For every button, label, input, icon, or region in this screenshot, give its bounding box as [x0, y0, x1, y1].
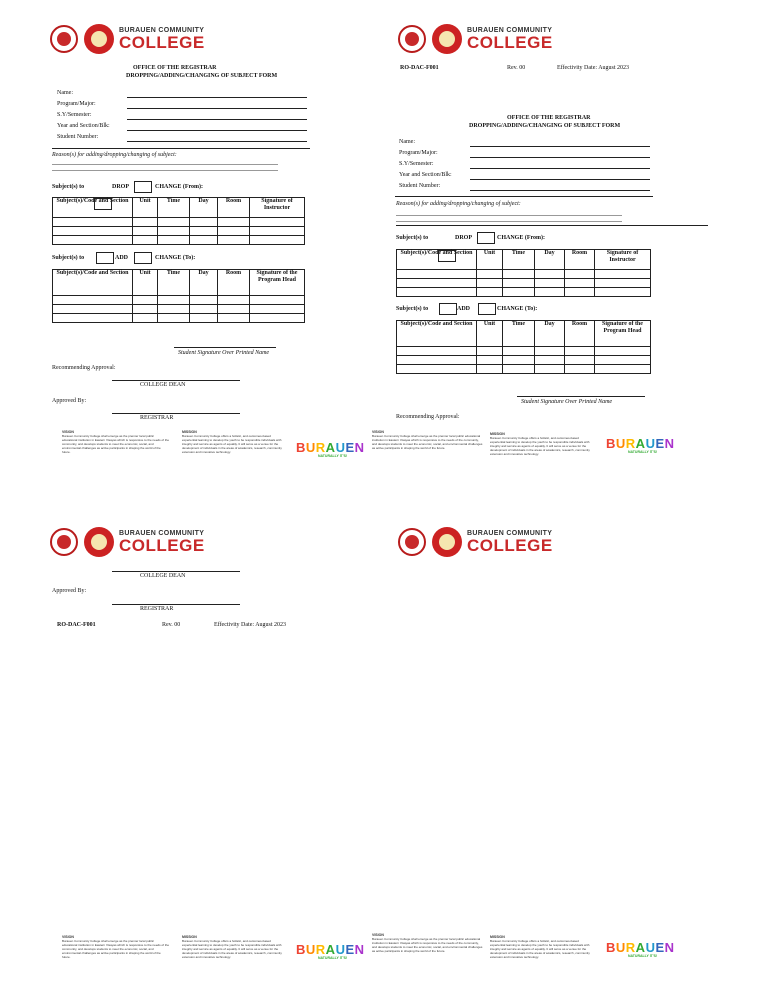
drop-table: [396, 249, 651, 297]
table-cell[interactable]: [595, 288, 651, 297]
mission-heading: MISSION: [490, 432, 505, 436]
mission-text: Burauen Community College offers a holistic, and outcomes-based experiential learning to develop the youth to be responsible individuals with integrity and service as agents of equality. It will serve as a venue for the development of individuals in the areas of academics, research, community extension and innovative technology.: [182, 434, 282, 454]
vision-heading: VISION: [62, 935, 74, 939]
subjects-to-label: Subject(s) to: [396, 235, 429, 241]
table-header: Subject(s)/Code and Section: [53, 198, 133, 218]
approved-label: Approved By:: [52, 398, 87, 404]
mission-heading: MISSION: [182, 430, 197, 434]
table-header: Subject(s)/Code and Section: [53, 270, 133, 296]
office-title: OFFICE OF THE REGISTRAR: [133, 65, 217, 71]
table-header: Time: [158, 270, 190, 296]
table-cell[interactable]: [250, 227, 305, 236]
vision-text: Burauen Community College shall emerge as the premier local public educational institution in Eastern Visayas which is responsive to the needs of the community, and develops students to meet the economic, social, and environmental challenges as active participants in shaping the world of the future.: [62, 434, 170, 454]
vision-heading: VISION: [372, 933, 384, 937]
table-header: Time: [158, 198, 190, 218]
table-header: Day: [190, 198, 218, 218]
tourism-tagline: NATURALLY IT'S!: [318, 956, 348, 960]
table-cell[interactable]: [477, 279, 503, 288]
vision-heading: VISION: [372, 430, 384, 434]
table-header: Day: [535, 250, 565, 270]
table-header: Room: [218, 198, 250, 218]
logo-big-text: COLLEGE: [119, 536, 205, 555]
logo-small-text: BURAUEN COMMUNITY: [467, 27, 553, 34]
logo-small-text: BURAUEN COMMUNITY: [119, 27, 205, 34]
table-cell[interactable]: [397, 356, 477, 365]
tourism-tagline: NATURALLY IT'S!: [628, 954, 658, 958]
mission-heading: MISSION: [182, 935, 197, 939]
vision-block: [372, 933, 484, 953]
table-cell[interactable]: [53, 218, 133, 227]
vision-block: [372, 430, 484, 450]
table-cell[interactable]: [190, 227, 218, 236]
dean-label: COLLEGE DEAN: [140, 573, 186, 579]
logo-big-text: COLLEGE: [467, 33, 553, 52]
mission-block: [182, 935, 282, 959]
field-name-input[interactable]: [470, 146, 650, 147]
tourism-tagline: NATURALLY IT'S!: [628, 450, 658, 454]
table-cell[interactable]: [133, 314, 158, 323]
table-header: Signature of Instructor: [250, 198, 305, 218]
table-cell[interactable]: [250, 236, 305, 245]
divider-line-2: [396, 225, 708, 226]
registrar-label: REGISTRAR: [140, 415, 174, 421]
table-cell[interactable]: [250, 305, 305, 314]
reason-input-line-1[interactable]: [396, 215, 622, 216]
table-cell[interactable]: [158, 296, 190, 305]
table-cell[interactable]: [218, 227, 250, 236]
add-label: ADD: [457, 306, 470, 312]
table-cell[interactable]: [477, 270, 503, 279]
mission-heading: MISSION: [490, 935, 505, 939]
table-cell[interactable]: [133, 218, 158, 227]
table-cell[interactable]: [158, 236, 190, 245]
effectivity-date: Effectivity Date: August 2023: [557, 65, 630, 71]
dean-label: COLLEGE DEAN: [140, 382, 186, 388]
table-cell[interactable]: [190, 314, 218, 323]
college-logo: [398, 24, 553, 54]
field-year-input[interactable]: [127, 130, 307, 131]
field-label-student-number: Student Number:: [57, 134, 99, 140]
overlay-checkbox: [94, 198, 112, 210]
table-cell[interactable]: [595, 279, 651, 288]
field-label-year: Year and Section/Blk:: [57, 123, 110, 129]
table-cell[interactable]: [595, 365, 651, 374]
field-sy-input[interactable]: [470, 168, 650, 169]
vision-block: [62, 935, 170, 959]
revision: Rev. 00: [162, 622, 181, 628]
mission-text: Burauen Community College offers a holistic, and outcomes-based experiential learning to develop the youth to be responsible individuals with integrity and service as agents of equality. It will serve as a venue for the development of individuals in the areas of academics, research, community extension and innovative technology.: [490, 436, 590, 456]
field-label-sy: S.Y/Semester:: [399, 161, 434, 167]
field-student-number-input[interactable]: [470, 190, 650, 191]
table-cell[interactable]: [53, 296, 133, 305]
add-checkbox-b[interactable]: [478, 303, 496, 315]
table-cell[interactable]: [535, 356, 565, 365]
registrar-label: REGISTRAR: [140, 606, 174, 612]
recommending-label: Recommending Approval:: [396, 414, 460, 420]
table-cell[interactable]: [397, 347, 477, 356]
mission-block: [182, 430, 282, 454]
reason-input-line-2[interactable]: [52, 170, 278, 171]
college-seal-icon: [398, 25, 426, 53]
table-header: Subject(s)/Code and Section: [397, 321, 477, 347]
mission-text: Burauen Community College offers a holistic, and outcomes-based experiential learning to develop the youth to be responsible individuals with integrity and service as agents of equality. It will serve as a venue for the development of individuals in the areas of academics, research, community extension and innovative technology.: [182, 939, 282, 959]
college-seal-icon: [50, 25, 78, 53]
drop-label: DROP: [112, 184, 129, 190]
table-header: Room: [218, 270, 250, 296]
dean-signature-line[interactable]: [112, 380, 240, 381]
table-cell[interactable]: [503, 270, 535, 279]
table-header: Room: [565, 321, 595, 347]
field-label-student-number: Student Number:: [399, 183, 441, 189]
logo-big-text: COLLEGE: [467, 536, 553, 555]
recommending-label: Recommending Approval:: [52, 365, 116, 371]
burauen-tourism-logo: BURAUEN NATURALLY IT'S!: [296, 440, 365, 458]
table-cell[interactable]: [535, 365, 565, 374]
divider-line: [395, 196, 653, 197]
college-seal-icon: [398, 528, 426, 556]
table-cell[interactable]: [158, 305, 190, 314]
table-cell[interactable]: [53, 314, 133, 323]
field-year-input[interactable]: [470, 179, 650, 180]
table-header: Signature of the Program Head: [595, 321, 651, 347]
table-cell[interactable]: [535, 347, 565, 356]
tourism-tagline: NATURALLY IT'S!: [318, 454, 348, 458]
table-cell[interactable]: [158, 218, 190, 227]
table-cell[interactable]: [535, 270, 565, 279]
effectivity-date: Effectivity Date: August 2023: [214, 622, 287, 628]
logo-small-text: BURAUEN COMMUNITY: [467, 530, 553, 537]
reason-label: Reason(s) for adding/dropping/changing of subject:: [52, 152, 177, 158]
mission-block: [490, 935, 594, 959]
table-cell[interactable]: [477, 347, 503, 356]
logo-big-text: COLLEGE: [119, 33, 205, 52]
table-cell[interactable]: [397, 288, 477, 297]
lgu-seal-icon: [432, 24, 462, 54]
student-signature-line[interactable]: [174, 347, 276, 348]
table-cell[interactable]: [503, 288, 535, 297]
reason-input-line-1[interactable]: [52, 164, 278, 165]
field-label-program: Program/Major:: [57, 101, 96, 107]
table-cell[interactable]: [503, 347, 535, 356]
add-checkbox-a[interactable]: [439, 303, 457, 315]
table-header: Time: [503, 321, 535, 347]
table-cell[interactable]: [565, 288, 595, 297]
registrar-signature-line[interactable]: [112, 413, 240, 414]
add-label: ADD: [115, 255, 128, 261]
college-logo: [50, 527, 205, 557]
table-header: Unit: [133, 198, 158, 218]
table-header: Day: [535, 321, 565, 347]
table-cell[interactable]: [535, 288, 565, 297]
table-cell[interactable]: [503, 365, 535, 374]
table-cell[interactable]: [565, 356, 595, 365]
burauen-tourism-logo: BURAUEN NATURALLY IT'S!: [606, 436, 675, 454]
table-cell[interactable]: [565, 279, 595, 288]
field-label-sy: S.Y/Semester:: [57, 112, 92, 118]
table-cell[interactable]: [595, 356, 651, 365]
field-sy-input[interactable]: [127, 119, 307, 120]
table-cell[interactable]: [158, 227, 190, 236]
table-header: Unit: [477, 321, 503, 347]
vision-heading: VISION: [62, 430, 74, 434]
college-logo: [398, 527, 553, 557]
table-cell[interactable]: [53, 227, 133, 236]
table-header: Unit: [477, 250, 503, 270]
change-from-label: CHANGE (From):: [497, 235, 546, 241]
change-to-label: CHANGE (To):: [155, 255, 196, 261]
form-title: DROPPING/ADDING/CHANGING OF SUBJECT FORM: [469, 123, 621, 129]
form-code: RO-DAC-F001: [57, 622, 96, 628]
table-cell[interactable]: [133, 305, 158, 314]
student-signature-line[interactable]: [517, 396, 645, 397]
lgu-seal-icon: [84, 527, 114, 557]
table-cell[interactable]: [218, 305, 250, 314]
vision-text: Burauen Community College shall emerge as the premier local public educational institution in Eastern Visayas which is responsive to the needs of the community, and develops students to meet the economic, social, and environmental challenges as active participants in shaping the world of the future.: [62, 939, 170, 959]
table-header: Subject(s)/Code and Section: [397, 250, 477, 270]
table-cell[interactable]: [397, 279, 477, 288]
table-cell[interactable]: [250, 314, 305, 323]
table-header: Room: [565, 250, 595, 270]
field-label-name: Name:: [57, 90, 73, 96]
student-signature-label: Student Signature Over Printed Name: [521, 399, 613, 405]
form-code: RO-DAC-F001: [400, 65, 439, 71]
revision: Rev. 00: [507, 65, 526, 71]
table-header: Time: [503, 250, 535, 270]
drop-table: [52, 197, 305, 245]
registrar-signature-line[interactable]: [112, 604, 240, 605]
table-header: Day: [190, 270, 218, 296]
add-checkbox-b[interactable]: [134, 252, 152, 264]
lgu-seal-icon: [84, 24, 114, 54]
table-cell[interactable]: [477, 365, 503, 374]
approved-label: Approved By:: [52, 588, 87, 594]
drop-checkbox[interactable]: [134, 181, 152, 193]
drop-label: DROP: [455, 235, 472, 241]
table-cell[interactable]: [397, 365, 477, 374]
change-to-label: CHANGE (To):: [497, 306, 538, 312]
table-cell[interactable]: [565, 365, 595, 374]
table-cell[interactable]: [477, 356, 503, 365]
mission-text: Burauen Community College offers a holistic, and outcomes-based experiential learning to develop the youth to be responsible individuals with integrity and service as agents of equality. It will serve as a venue for the development of individuals in the areas of academics, research, community extension and innovative technology.: [490, 939, 590, 959]
burauen-tourism-logo: BURAUEN NATURALLY IT'S!: [606, 940, 675, 958]
reason-input-line-2[interactable]: [396, 221, 622, 222]
table-cell[interactable]: [133, 296, 158, 305]
add-table: [396, 320, 651, 374]
table-cell[interactable]: [218, 314, 250, 323]
table-cell[interactable]: [190, 236, 218, 245]
table-cell[interactable]: [535, 279, 565, 288]
table-cell[interactable]: [218, 218, 250, 227]
table-cell[interactable]: [218, 296, 250, 305]
table-cell[interactable]: [158, 314, 190, 323]
table-header: Signature of the Program Head: [250, 270, 305, 296]
field-label-name: Name:: [399, 139, 415, 145]
table-cell[interactable]: [190, 296, 218, 305]
field-student-number-input[interactable]: [127, 141, 307, 142]
table-cell[interactable]: [503, 279, 535, 288]
reason-label: Reason(s) for adding/dropping/changing of subject:: [396, 201, 521, 207]
divider-line: [52, 148, 310, 149]
table-cell[interactable]: [250, 218, 305, 227]
table-header: Unit: [133, 270, 158, 296]
table-cell[interactable]: [190, 218, 218, 227]
table-cell[interactable]: [133, 236, 158, 245]
college-logo: [50, 24, 205, 54]
table-cell[interactable]: [397, 270, 477, 279]
field-program-input[interactable]: [470, 157, 650, 158]
dean-signature-line[interactable]: [112, 571, 240, 572]
table-cell[interactable]: [595, 270, 651, 279]
change-from-label: CHANGE (From):: [155, 184, 204, 190]
field-label-program: Program/Major:: [399, 150, 438, 156]
field-program-input[interactable]: [127, 108, 307, 109]
table-cell[interactable]: [53, 236, 133, 245]
overlay-checkbox: [438, 250, 456, 262]
drop-checkbox[interactable]: [477, 232, 495, 244]
vision-text: Burauen Community College shall emerge as the premier local public educational institution in Eastern Visayas which is responsive to the needs of the community, and develops students to meet the economic, social, and environmental challenges as active participants in shaping the world of the future.: [372, 937, 483, 953]
table-cell[interactable]: [133, 227, 158, 236]
logo-small-text: BURAUEN COMMUNITY: [119, 530, 205, 537]
mission-block: [490, 432, 594, 456]
table-cell[interactable]: [53, 305, 133, 314]
vision-text: Burauen Community College shall emerge as the premier local public educational institution in Eastern Visayas which is responsive to the needs of the community, and develops students to meet the economic, social, and environmental challenges as active participants in shaping the world of the future.: [372, 434, 483, 450]
lgu-seal-icon: [432, 527, 462, 557]
table-cell[interactable]: [595, 347, 651, 356]
table-cell[interactable]: [503, 356, 535, 365]
subjects-to-label-2: Subject(s) to: [396, 306, 429, 312]
vision-block: [62, 430, 170, 454]
office-title: OFFICE OF THE REGISTRAR: [507, 115, 591, 121]
college-seal-icon: [50, 528, 78, 556]
add-table: [52, 269, 305, 323]
table-cell[interactable]: [190, 305, 218, 314]
subjects-to-label: Subject(s) to: [52, 184, 85, 190]
table-cell[interactable]: [565, 270, 595, 279]
field-label-year: Year and Section/Blk:: [399, 172, 452, 178]
field-name-input[interactable]: [127, 97, 307, 98]
table-cell[interactable]: [565, 347, 595, 356]
table-cell[interactable]: [477, 288, 503, 297]
student-signature-label: Student Signature Over Printed Name: [178, 350, 270, 356]
table-cell[interactable]: [218, 236, 250, 245]
form-title: DROPPING/ADDING/CHANGING OF SUBJECT FORM: [126, 73, 278, 79]
subjects-to-label-2: Subject(s) to: [52, 255, 85, 261]
burauen-tourism-logo: BURAUEN NATURALLY IT'S!: [296, 942, 365, 960]
add-checkbox-a[interactable]: [96, 252, 114, 264]
table-cell[interactable]: [250, 296, 305, 305]
table-header: Signature of Instructor: [595, 250, 651, 270]
